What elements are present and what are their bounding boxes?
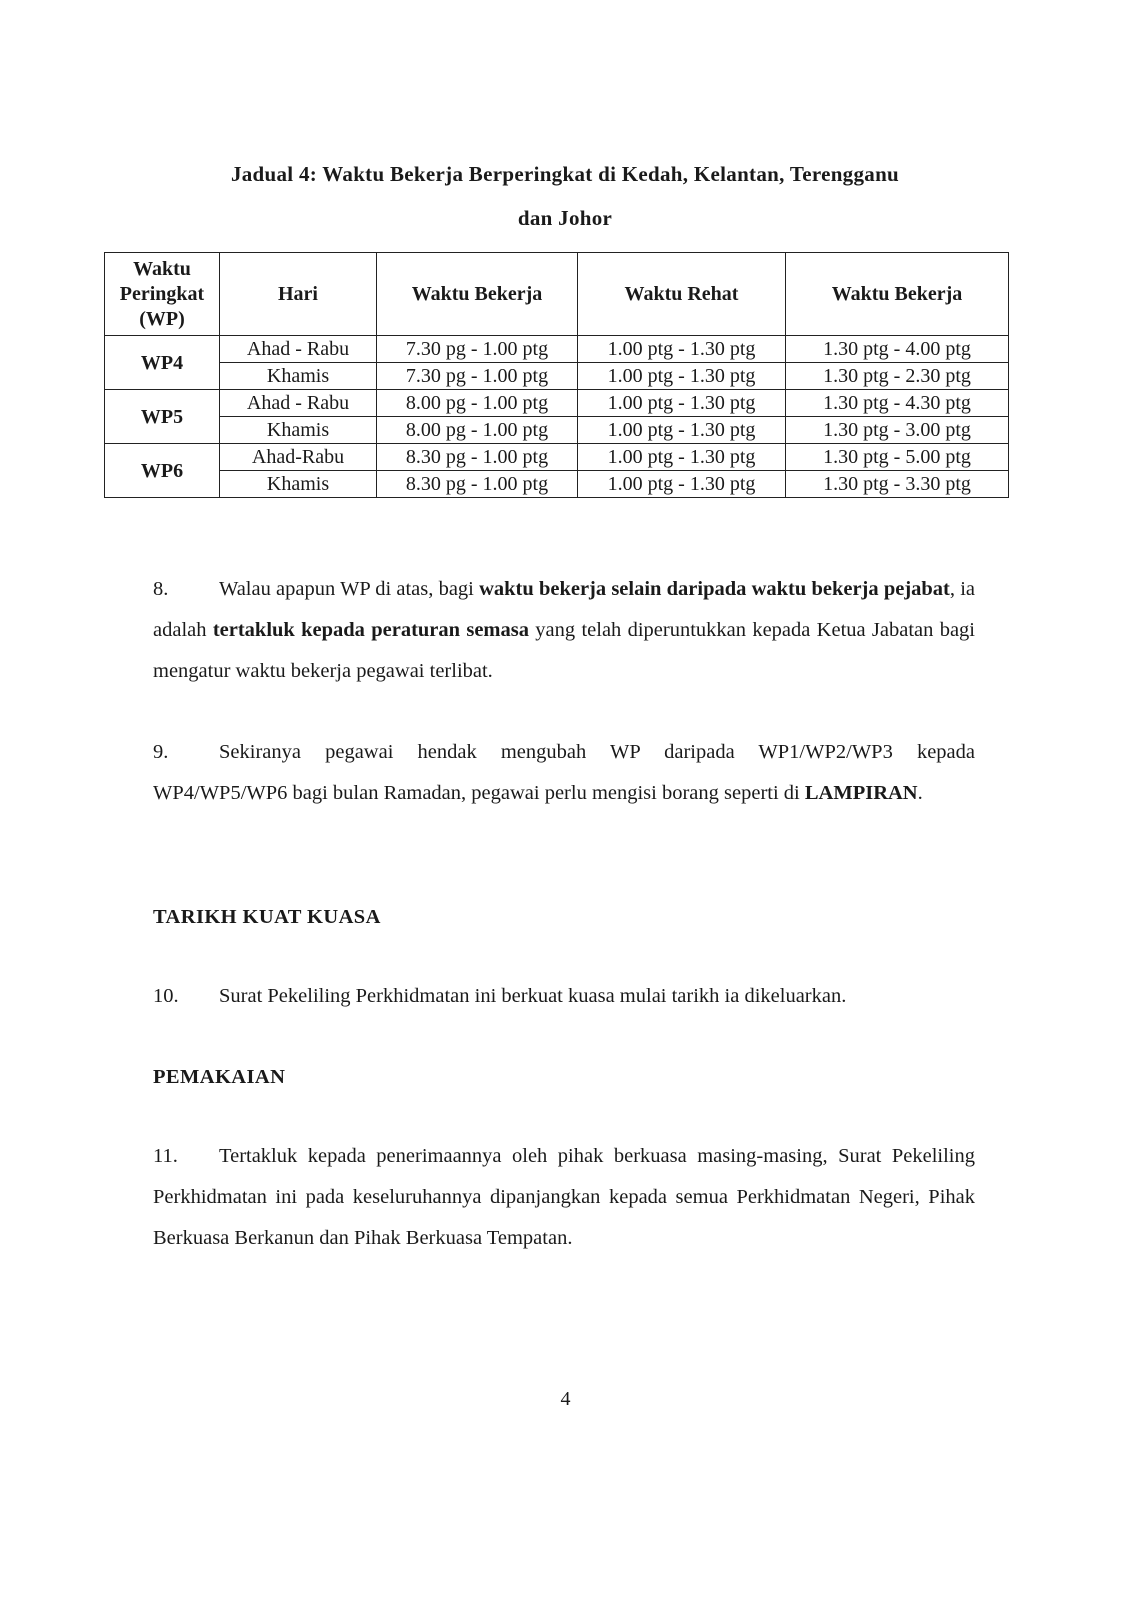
table-title-line1: Jadual 4: Waktu Bekerja Berperingkat di Kedah, Kelantan, Terengganu [230,162,900,186]
hari-cell: Ahad - Rabu [220,336,377,363]
paragraph-number: 11. [153,1145,178,1167]
header-hari: Hari [220,253,377,336]
wp-cell: WP6 [105,444,220,498]
kerja1-cell: 7.30 pg - 1.00 ptg [377,363,578,390]
bold-text: tertakluk kepada peraturan semasa [212,619,529,641]
paragraph-10: 10. Surat Pekeliling Perkhidmatan ini berkuat kuasa mulai tarikh ia dikeluarkan. [153,976,975,1017]
heading-pemakaian: PEMAKAIAN [153,1066,286,1088]
paragraph-number: 9. [153,741,169,763]
kerja1-cell: 8.30 pg - 1.00 ptg [377,444,578,471]
kerja2-cell: 1.30 ptg - 5.00 ptg [786,444,1009,471]
paragraph-9: 9. Sekiranya pegawai hendak mengubah WP daripada WP1/WP2/WP3 kepada WP4/WP5/WP6 bagi bulan Ramadan, pegawai perlu mengisi borang seperti di LAMPIRAN. [153,732,975,814]
table-row [105,390,1009,417]
page-number: 4 [560,1388,571,1410]
hari-cell: Ahad - Rabu [220,390,377,417]
table-row [105,336,1009,363]
paragraph-8: 8. Walau apapun WP di atas, bagi waktu bekerja selain daripada waktu bekerja pejabat, ia adalah tertakluk kepada peraturan semasa yang telah diperuntukkan kepada Ketua Jabatan bagi mengatur waktu bekerja pegawai terlibat. [153,569,975,692]
table-row [105,417,1009,444]
heading-tarikh-kuat-kuasa: TARIKH KUAT KUASA [153,906,381,928]
rehat-cell: 1.00 ptg - 1.30 ptg [578,471,786,498]
kerja1-cell: 7.30 pg - 1.00 ptg [377,336,578,363]
header-waktu-bekerja-2: Waktu Bekerja [786,253,1009,336]
kerja1-cell: 8.00 pg - 1.00 ptg [377,417,578,444]
kerja2-cell: 1.30 ptg - 3.30 ptg [786,471,1009,498]
hari-cell: Khamis [220,471,377,498]
rehat-cell: 1.00 ptg - 1.30 ptg [578,363,786,390]
kerja2-cell: 1.30 ptg - 2.30 ptg [786,363,1009,390]
rehat-cell: 1.00 ptg - 1.30 ptg [578,336,786,363]
kerja1-cell: 8.00 pg - 1.00 ptg [377,390,578,417]
wp-cell: WP4 [105,336,220,390]
kerja1-cell: 8.30 pg - 1.00 ptg [377,471,578,498]
paragraph-number: 10. [153,985,179,1007]
header-waktu-rehat: Waktu Rehat [578,253,786,336]
kerja2-cell: 1.30 ptg - 3.00 ptg [786,417,1009,444]
table-row [105,444,1009,471]
kerja2-cell: 1.30 ptg - 4.00 ptg [786,336,1009,363]
table-row [105,471,1009,498]
lampiran-text: LAMPIRAN [804,782,918,804]
hari-cell: Ahad-Rabu [220,444,377,471]
hari-cell: Khamis [220,417,377,444]
hari-cell: Khamis [220,363,377,390]
header-waktu-bekerja-1: Waktu Bekerja [377,253,578,336]
rehat-cell: 1.00 ptg - 1.30 ptg [578,444,786,471]
table-title [100,152,1030,240]
paragraph-11: 11. Tertakluk kepada penerimaannya oleh pihak berkuasa masing-masing, Surat Pekeliling Perkhidmatan ini pada keseluruhannya dipanjangkan kepada semua Perkhidmatan Negeri, Pihak Berkuasa Berkanun dan Pihak Berkuasa Tempatan. [153,1136,975,1259]
header-waktu-peringkat: Waktu Peringkat (WP) [105,253,220,336]
bold-text: waktu bekerja selain daripada waktu bekerja pejabat [479,578,950,600]
paragraph-number: 8. [153,578,169,600]
working-hours-table [104,252,1009,498]
kerja2-cell: 1.30 ptg - 4.30 ptg [786,390,1009,417]
rehat-cell: 1.00 ptg - 1.30 ptg [578,390,786,417]
rehat-cell: 1.00 ptg - 1.30 ptg [578,417,786,444]
table-row [105,363,1009,390]
wp-cell: WP5 [105,390,220,444]
table-title-line2: dan Johor [517,206,613,230]
